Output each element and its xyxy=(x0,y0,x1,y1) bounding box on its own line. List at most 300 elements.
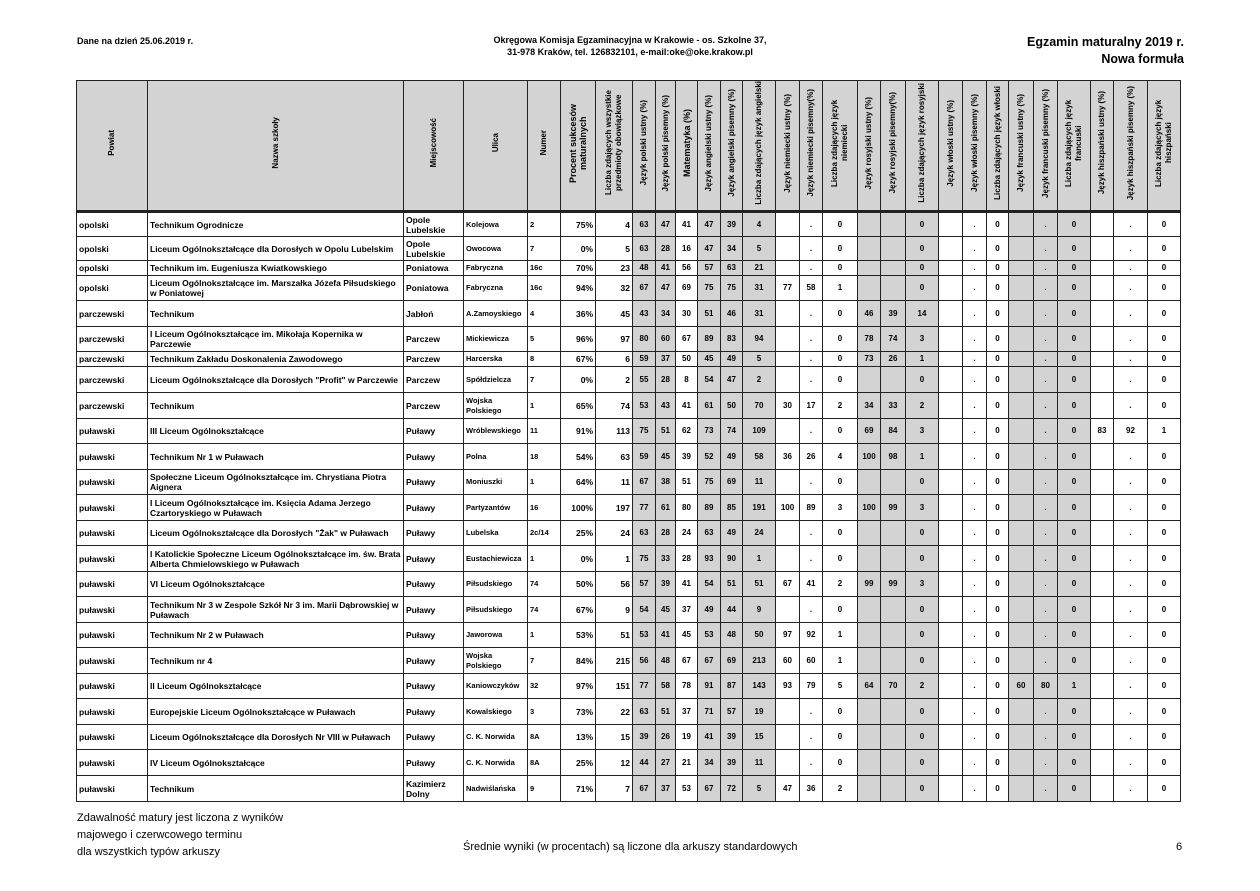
cell-score xyxy=(1091,776,1114,802)
cell-score: 73 xyxy=(698,419,721,444)
cell-success-rate: 73% xyxy=(561,699,596,725)
cell-score: 5 xyxy=(823,674,858,699)
cell-score xyxy=(1009,301,1034,327)
cell-score xyxy=(1009,419,1034,444)
cell-score xyxy=(776,367,800,393)
cell-street: Moniuszki xyxy=(464,470,528,495)
cell-candidates: 4 xyxy=(596,212,633,237)
cell-score xyxy=(881,776,906,802)
cell-score: 67 xyxy=(633,470,656,495)
cell-score xyxy=(939,572,963,597)
cell-score: 51 xyxy=(698,301,721,327)
cell-powiat: parczewski xyxy=(77,367,148,393)
cell-score xyxy=(939,261,963,276)
cell-score xyxy=(939,699,963,725)
cell-score: 0 xyxy=(1148,393,1181,419)
cell-score: . xyxy=(800,327,823,352)
column-header xyxy=(858,81,881,212)
cell-score: 69 xyxy=(721,648,743,674)
cell-score: 0 xyxy=(823,699,858,725)
cell-score xyxy=(881,237,906,261)
cell-score: 53 xyxy=(633,623,656,648)
cell-score: 94 xyxy=(743,327,776,352)
cell-score: 0 xyxy=(987,212,1009,237)
cell-score: 0 xyxy=(1148,327,1181,352)
cell-powiat: puławski xyxy=(77,470,148,495)
cell-school-name: Technikum Nr 2 w Puławach xyxy=(148,623,404,648)
cell-score xyxy=(776,261,800,276)
cell-score: 53 xyxy=(633,393,656,419)
cell-score: 0 xyxy=(987,776,1009,802)
cell-score: 97 xyxy=(776,623,800,648)
cell-score: 89 xyxy=(698,495,721,521)
cell-score: 0 xyxy=(1058,648,1091,674)
cell-town: Puławy xyxy=(404,470,464,495)
cell-score: 0 xyxy=(1148,444,1181,470)
cell-score xyxy=(1009,521,1034,546)
cell-town: Opole Lubelskie xyxy=(404,212,464,237)
cell-school-name: Liceum Ogólnokształcące dla Dorosłych "Profit" w Parczewie xyxy=(148,367,404,393)
cell-school-name: Technikum Ogrodnicze xyxy=(148,212,404,237)
column-header xyxy=(77,81,148,212)
cell-score: 89 xyxy=(800,495,823,521)
cell-score: . xyxy=(963,750,987,776)
cell-score: 1 xyxy=(1148,419,1181,444)
cell-score xyxy=(1091,674,1114,699)
cell-number: 5 xyxy=(528,327,561,352)
cell-score xyxy=(939,444,963,470)
cell-street: C. K. Norwida xyxy=(464,750,528,776)
cell-score: 78 xyxy=(676,674,698,699)
cell-score: 70 xyxy=(881,674,906,699)
cell-success-rate: 0% xyxy=(561,546,596,572)
cell-score: 0 xyxy=(906,276,939,301)
cell-town: Puławy xyxy=(404,699,464,725)
cell-score: 100 xyxy=(776,495,800,521)
cell-score xyxy=(776,419,800,444)
cell-score: . xyxy=(1034,419,1058,444)
cell-candidates: 113 xyxy=(596,419,633,444)
cell-score: . xyxy=(1114,352,1148,367)
cell-score: 0 xyxy=(823,237,858,261)
cell-score: 0 xyxy=(1058,597,1091,623)
cell-score: 28 xyxy=(656,237,676,261)
cell-powiat: puławski xyxy=(77,623,148,648)
cell-score: 75 xyxy=(698,470,721,495)
cell-score: 191 xyxy=(743,495,776,521)
cell-score: 41 xyxy=(656,623,676,648)
column-header xyxy=(800,81,823,212)
cell-score: 0 xyxy=(823,521,858,546)
cell-number: 11 xyxy=(528,419,561,444)
cell-score: 39 xyxy=(721,750,743,776)
cell-town: Parczew xyxy=(404,352,464,367)
cell-score: 0 xyxy=(1148,776,1181,802)
cell-score: 79 xyxy=(800,674,823,699)
cell-score: 5 xyxy=(743,352,776,367)
cell-score: 0 xyxy=(987,546,1009,572)
cell-number: 7 xyxy=(528,648,561,674)
cell-score xyxy=(1009,327,1034,352)
cell-score: 0 xyxy=(987,352,1009,367)
cell-number: 3 xyxy=(528,699,561,725)
cell-score: 0 xyxy=(987,495,1009,521)
cell-town: Puławy xyxy=(404,572,464,597)
cell-score xyxy=(776,352,800,367)
cell-score: 0 xyxy=(906,623,939,648)
cell-score xyxy=(1091,572,1114,597)
cell-score: 0 xyxy=(987,327,1009,352)
cell-score: 0 xyxy=(1148,674,1181,699)
column-header-label: Nazwa szkoły xyxy=(270,117,280,169)
cell-score: 28 xyxy=(656,367,676,393)
cell-score xyxy=(858,276,881,301)
table-row xyxy=(77,776,1181,802)
cell-score: 37 xyxy=(656,352,676,367)
cell-score xyxy=(858,699,881,725)
cell-score: 0 xyxy=(1058,495,1091,521)
cell-score: 67 xyxy=(698,776,721,802)
cell-score: 58 xyxy=(743,444,776,470)
cell-score: 30 xyxy=(676,301,698,327)
cell-candidates: 24 xyxy=(596,521,633,546)
cell-score: 70 xyxy=(743,393,776,419)
cell-score: . xyxy=(963,648,987,674)
cell-candidates: 63 xyxy=(596,444,633,470)
cell-score: 0 xyxy=(1058,237,1091,261)
cell-score: 93 xyxy=(776,674,800,699)
cell-score: 41 xyxy=(800,572,823,597)
cell-number: 1 xyxy=(528,546,561,572)
table-row xyxy=(77,352,1181,367)
cell-town: Kazimierz Dolny xyxy=(404,776,464,802)
exam-title: Egzamin maturalny 2019 r. xyxy=(1026,35,1184,49)
cell-score xyxy=(858,470,881,495)
cell-street: Fabryczna xyxy=(464,261,528,276)
cell-score: 69 xyxy=(858,419,881,444)
cell-score: 92 xyxy=(1114,419,1148,444)
cell-score: . xyxy=(1034,237,1058,261)
cell-score xyxy=(881,470,906,495)
cell-score xyxy=(1009,597,1034,623)
cell-score: . xyxy=(963,623,987,648)
cell-success-rate: 94% xyxy=(561,276,596,301)
cell-score: 0 xyxy=(906,212,939,237)
cell-score: 0 xyxy=(1058,572,1091,597)
cell-score: 0 xyxy=(1058,261,1091,276)
cell-score: . xyxy=(1114,674,1148,699)
cell-score: 56 xyxy=(633,648,656,674)
column-header-label: Numer xyxy=(539,130,548,156)
cell-score: 8 xyxy=(676,367,698,393)
cell-score: 53 xyxy=(676,776,698,802)
cell-score: . xyxy=(963,495,987,521)
column-header xyxy=(656,81,676,212)
cell-score: . xyxy=(963,546,987,572)
cell-score: 143 xyxy=(743,674,776,699)
cell-school-name: Technikum Nr 3 w Zespole Szkół Nr 3 im. Marii Dąbrowskiej w Puławach xyxy=(148,597,404,623)
cell-score: 39 xyxy=(721,212,743,237)
cell-score: 34 xyxy=(858,393,881,419)
cell-score: 34 xyxy=(656,301,676,327)
cell-success-rate: 13% xyxy=(561,725,596,750)
cell-score: . xyxy=(1114,648,1148,674)
cell-score: 0 xyxy=(823,352,858,367)
column-header-label: Język niemiecki ustny (%) xyxy=(782,93,792,193)
column-header xyxy=(721,81,743,212)
cell-score xyxy=(1009,750,1034,776)
cell-number: 8A xyxy=(528,750,561,776)
cell-score: 0 xyxy=(1148,597,1181,623)
cell-score: 39 xyxy=(656,572,676,597)
cell-score: 0 xyxy=(1148,623,1181,648)
cell-town: Puławy xyxy=(404,725,464,750)
cell-score: 84 xyxy=(881,419,906,444)
cell-score: 0 xyxy=(987,648,1009,674)
cell-score: 74 xyxy=(881,327,906,352)
column-header xyxy=(823,81,858,212)
cell-number: 8 xyxy=(528,352,561,367)
cell-score: 34 xyxy=(698,750,721,776)
cell-score xyxy=(939,393,963,419)
cell-score: . xyxy=(800,301,823,327)
cell-candidates: 5 xyxy=(596,237,633,261)
cell-score: . xyxy=(1114,261,1148,276)
cell-score: 45 xyxy=(676,623,698,648)
cell-town: Puławy xyxy=(404,597,464,623)
cell-score: 4 xyxy=(743,212,776,237)
cell-score: . xyxy=(800,419,823,444)
table-row xyxy=(77,674,1181,699)
cell-score: 67 xyxy=(698,648,721,674)
cell-score xyxy=(939,276,963,301)
cell-score xyxy=(1009,648,1034,674)
column-header-label: Język włoski pisemny (%) xyxy=(969,94,979,192)
cell-score: . xyxy=(963,276,987,301)
cell-score xyxy=(858,521,881,546)
column-header-label: Liczba zdających język niemiecki xyxy=(830,99,849,187)
cell-street: Polna xyxy=(464,444,528,470)
cell-score: 3 xyxy=(906,327,939,352)
cell-score: 75 xyxy=(633,546,656,572)
cell-score: 0 xyxy=(1148,352,1181,367)
cell-score: . xyxy=(800,237,823,261)
cell-score: 39 xyxy=(633,725,656,750)
cell-number: 9 xyxy=(528,776,561,802)
cell-score: 0 xyxy=(987,393,1009,419)
column-header-label: Liczba zdających język francuski xyxy=(1064,99,1083,187)
cell-candidates: 6 xyxy=(596,352,633,367)
cell-score: 2 xyxy=(823,393,858,419)
cell-success-rate: 67% xyxy=(561,597,596,623)
cell-score: . xyxy=(963,572,987,597)
cell-score: 0 xyxy=(987,597,1009,623)
cell-score: 0 xyxy=(906,261,939,276)
cell-score: . xyxy=(963,419,987,444)
cell-score: 0 xyxy=(906,546,939,572)
cell-score: 74 xyxy=(721,419,743,444)
cell-score: . xyxy=(963,597,987,623)
cell-score xyxy=(1009,212,1034,237)
cell-score xyxy=(1091,699,1114,725)
cell-score: 0 xyxy=(987,699,1009,725)
cell-school-name: Społeczne Liceum Ogólnokształcące im. Chrystiana Piotra Aignera xyxy=(148,470,404,495)
cell-powiat: puławski xyxy=(77,597,148,623)
cell-score xyxy=(776,546,800,572)
cell-number: 16c xyxy=(528,276,561,301)
cell-score: 67 xyxy=(633,776,656,802)
cell-score: . xyxy=(1114,367,1148,393)
cell-score: 71 xyxy=(698,699,721,725)
cell-score: . xyxy=(800,352,823,367)
cell-score: 0 xyxy=(823,327,858,352)
column-header-label: Język rosyjski ustny (%) xyxy=(864,96,873,190)
pass-rate-note-line-3: dla wszystkich typów arkuszy xyxy=(77,846,221,858)
cell-score: . xyxy=(1114,776,1148,802)
table-body xyxy=(77,212,1181,802)
cell-success-rate: 0% xyxy=(561,367,596,393)
cell-score: 0 xyxy=(987,572,1009,597)
cell-score xyxy=(939,367,963,393)
cell-score: . xyxy=(1034,597,1058,623)
cell-score: 0 xyxy=(987,521,1009,546)
cell-town: Puławy xyxy=(404,648,464,674)
column-header xyxy=(1009,81,1034,212)
cell-score xyxy=(776,470,800,495)
cell-score: . xyxy=(963,674,987,699)
cell-score xyxy=(858,750,881,776)
cell-score: 2 xyxy=(823,572,858,597)
cell-score: 39 xyxy=(881,301,906,327)
column-header xyxy=(633,81,656,212)
cell-score xyxy=(881,699,906,725)
cell-number: 74 xyxy=(528,597,561,623)
cell-score: 41 xyxy=(698,725,721,750)
cell-score: 52 xyxy=(698,444,721,470)
cell-score: 0 xyxy=(823,546,858,572)
cell-score: 43 xyxy=(656,393,676,419)
cell-score xyxy=(939,470,963,495)
cell-score xyxy=(776,237,800,261)
column-header xyxy=(939,81,963,212)
cell-score: 0 xyxy=(1058,301,1091,327)
cell-candidates: 74 xyxy=(596,393,633,419)
cell-score: . xyxy=(1034,212,1058,237)
cell-school-name: II Liceum Ogólnokształcące xyxy=(148,674,404,699)
cell-town: Puławy xyxy=(404,419,464,444)
cell-score: 1 xyxy=(1058,674,1091,699)
cell-score: . xyxy=(963,393,987,419)
cell-score: 0 xyxy=(823,597,858,623)
cell-score: 47 xyxy=(721,367,743,393)
cell-score xyxy=(776,725,800,750)
cell-score: 93 xyxy=(698,546,721,572)
cell-school-name: Liceum Ogólnokształcące dla Dorosłych "Żak" w Puławach xyxy=(148,521,404,546)
cell-number: 1 xyxy=(528,393,561,419)
cell-score xyxy=(1009,367,1034,393)
cell-score: 31 xyxy=(743,276,776,301)
cell-candidates: 215 xyxy=(596,648,633,674)
cell-score: 62 xyxy=(676,419,698,444)
cell-score: 44 xyxy=(721,597,743,623)
cell-town: Puławy xyxy=(404,444,464,470)
cell-score: 78 xyxy=(858,327,881,352)
cell-powiat: parczewski xyxy=(77,327,148,352)
cell-score: 54 xyxy=(698,367,721,393)
table-header-row xyxy=(77,81,1181,212)
cell-score xyxy=(1009,623,1034,648)
cell-score: 213 xyxy=(743,648,776,674)
cell-score xyxy=(1009,276,1034,301)
cell-score: 75 xyxy=(698,276,721,301)
cell-score: 57 xyxy=(698,261,721,276)
cell-street: Wojska Polskiego xyxy=(464,393,528,419)
cell-street: Kaniowczyków xyxy=(464,674,528,699)
cell-number: 16 xyxy=(528,495,561,521)
cell-score xyxy=(1091,212,1114,237)
cell-score: 1 xyxy=(743,546,776,572)
cell-score: . xyxy=(963,776,987,802)
column-header xyxy=(404,81,464,212)
cell-score xyxy=(939,597,963,623)
cell-score: 0 xyxy=(987,237,1009,261)
cell-candidates: 56 xyxy=(596,572,633,597)
cell-score xyxy=(776,699,800,725)
cell-score: 1 xyxy=(823,648,858,674)
cell-score xyxy=(858,648,881,674)
cell-score: 0 xyxy=(823,750,858,776)
cell-score: 41 xyxy=(656,261,676,276)
column-header xyxy=(1034,81,1058,212)
cell-score: 63 xyxy=(633,521,656,546)
cell-score: . xyxy=(963,261,987,276)
cell-score xyxy=(858,237,881,261)
cell-candidates: 7 xyxy=(596,776,633,802)
cell-score xyxy=(939,301,963,327)
cell-success-rate: 100% xyxy=(561,495,596,521)
cell-success-rate: 91% xyxy=(561,419,596,444)
cell-score: 67 xyxy=(633,276,656,301)
cell-score: 56 xyxy=(676,261,698,276)
cell-score: 60 xyxy=(1009,674,1034,699)
cell-school-name: VI Liceum Ogólnokształcące xyxy=(148,572,404,597)
cell-score: 3 xyxy=(823,495,858,521)
cell-score xyxy=(939,776,963,802)
column-header xyxy=(1114,81,1148,212)
cell-score xyxy=(1009,699,1034,725)
exam-title-block xyxy=(1027,34,1184,68)
cell-number: 8A xyxy=(528,725,561,750)
column-header xyxy=(906,81,939,212)
cell-score: 16 xyxy=(676,237,698,261)
cell-score: 0 xyxy=(1148,237,1181,261)
cell-score: 11 xyxy=(743,750,776,776)
cell-street: Partyzantów xyxy=(464,495,528,521)
cell-score: 50 xyxy=(676,352,698,367)
cell-score: 34 xyxy=(721,237,743,261)
cell-score: 45 xyxy=(656,444,676,470)
cell-score: 45 xyxy=(698,352,721,367)
cell-score: 64 xyxy=(858,674,881,699)
institution-info xyxy=(460,34,800,58)
cell-score: 77 xyxy=(633,674,656,699)
column-header xyxy=(596,81,633,212)
cell-school-name: Liceum Ogólnokształcące im. Marszałka Józefa Piłsudskiego w Poniatowej xyxy=(148,276,404,301)
column-header xyxy=(676,81,698,212)
column-header-label: Język francuski ustny (%) xyxy=(1016,94,1025,192)
table-row xyxy=(77,521,1181,546)
cell-score: 63 xyxy=(633,212,656,237)
